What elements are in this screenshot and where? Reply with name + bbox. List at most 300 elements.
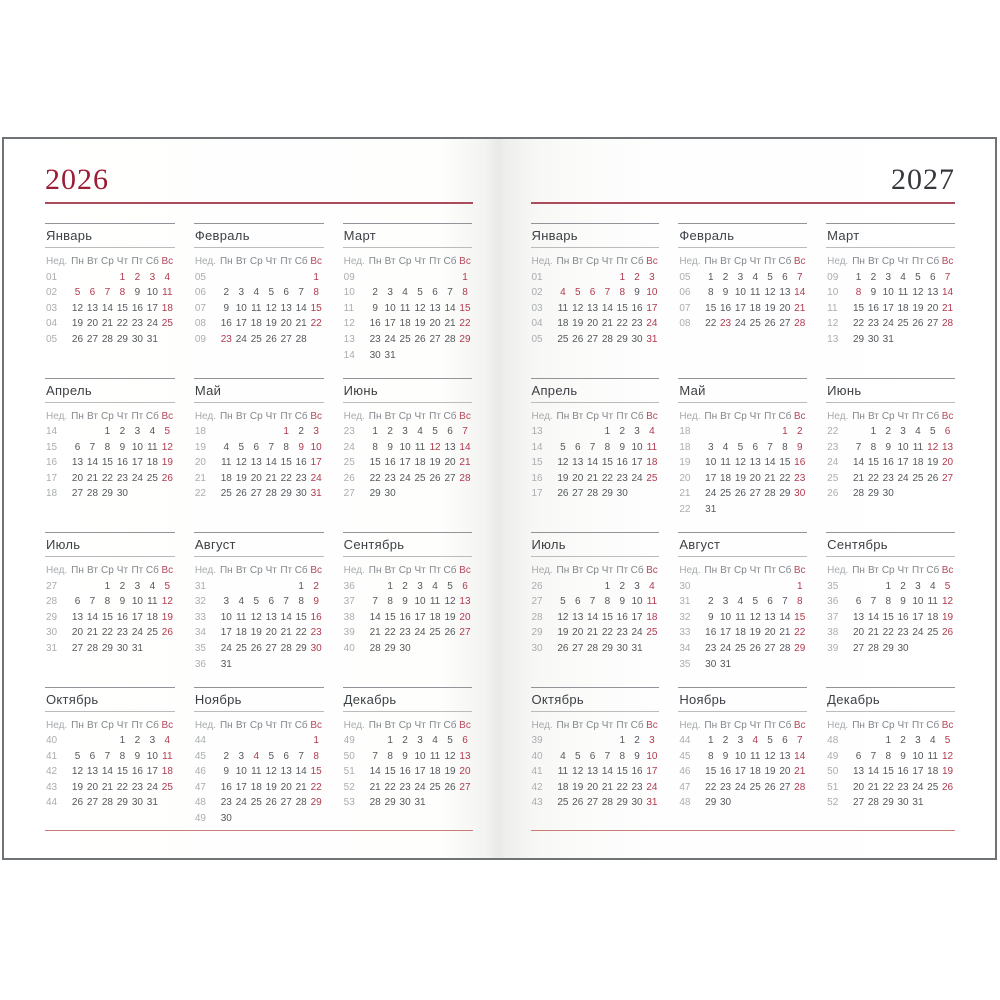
date-cell — [428, 795, 443, 811]
date-cell: 15 — [779, 457, 791, 469]
week-number: 14 — [46, 426, 58, 438]
date-cell: 3 — [634, 580, 640, 592]
week-number: 38 — [827, 627, 839, 639]
month-calendar — [45, 223, 175, 348]
date-cell: 17 — [705, 472, 717, 484]
date-cell: 4 — [164, 271, 171, 283]
week-number: 22 — [194, 488, 206, 500]
date-cell: 27 — [587, 797, 599, 809]
weekday-header-sunday: Вс — [459, 719, 471, 731]
month-title: Июнь — [826, 378, 955, 403]
date-cell: 21 — [853, 472, 865, 484]
date-cell — [570, 270, 585, 286]
date-cell: 27 — [764, 642, 776, 654]
week-column-header: Нед. — [343, 410, 365, 422]
year-header-right — [531, 163, 956, 199]
date-cell — [145, 641, 160, 657]
weekday-header: Пт — [280, 565, 293, 576]
date-cell — [413, 348, 428, 364]
date-cell: 22 — [310, 781, 322, 793]
date-cell: 2 — [119, 580, 126, 592]
date-cell: 16 — [705, 627, 717, 639]
month-title: Август — [194, 532, 324, 557]
week-column-header: Нед. — [343, 719, 365, 731]
date-cell: 6 — [782, 271, 788, 283]
week-number: 49 — [827, 750, 839, 762]
weekday-header: Чт — [601, 565, 614, 576]
date-cell: 20 — [444, 457, 456, 469]
date-cell: 5 — [253, 596, 260, 608]
weekday-header-sunday: Вс — [793, 256, 806, 267]
date-cell: 4 — [402, 287, 408, 299]
weekday-header: Ср — [398, 565, 412, 576]
date-cell: 3 — [402, 426, 408, 438]
weekday-header: Пт — [912, 410, 924, 422]
date-cell: 8 — [119, 287, 126, 299]
weekday-header: Пн — [704, 719, 718, 731]
date-cell — [777, 579, 792, 595]
date-cell: 15 — [601, 457, 613, 469]
week-number: 25 — [827, 472, 839, 484]
date-cell: 10 — [146, 287, 158, 299]
date-cell: 18 — [161, 766, 173, 778]
date-cell: 6 — [574, 441, 581, 453]
date-cell: 2 — [223, 287, 230, 299]
date-cell: 19 — [941, 766, 954, 778]
month-calendar — [531, 378, 660, 503]
date-cell: 12 — [734, 457, 746, 469]
date-cell: 29 — [101, 488, 113, 500]
date-cell: 11 — [399, 302, 411, 314]
weekday-header: Вт — [720, 256, 732, 267]
date-cell: 5 — [752, 596, 759, 608]
week-number: 25 — [343, 457, 355, 469]
date-cell: 1 — [119, 735, 126, 747]
date-cell — [585, 579, 600, 595]
date-cell: 23 — [116, 472, 128, 484]
date-cell — [219, 424, 234, 440]
month-title: Февраль — [194, 223, 324, 248]
date-cell: 22 — [369, 472, 381, 484]
date-cell — [748, 579, 763, 595]
date-cell: 5 — [417, 287, 423, 299]
date-cell: 29 — [310, 797, 322, 809]
date-cell: 9 — [119, 596, 126, 608]
date-cell: 31 — [646, 797, 658, 809]
weekday-header: Пн — [368, 565, 382, 576]
week-number: 44 — [46, 797, 58, 809]
date-cell: 15 — [882, 766, 894, 778]
date-cell: 6 — [432, 287, 438, 299]
date-cell: 9 — [634, 287, 640, 299]
date-cell: 31 — [720, 658, 732, 670]
weekday-header: Пт — [912, 565, 924, 576]
month-title: Январь — [45, 223, 175, 248]
date-cell — [234, 424, 249, 440]
date-cell: 13 — [927, 287, 939, 299]
date-cell — [130, 486, 145, 502]
date-cell: 24 — [705, 488, 717, 500]
date-cell: 20 — [749, 472, 761, 484]
date-cell — [600, 270, 615, 286]
month-title: Июль — [531, 532, 660, 557]
date-cell: 20 — [587, 318, 599, 330]
weekday-header-sunday: Вс — [310, 565, 322, 576]
date-cell: 7 — [589, 596, 596, 608]
date-cell: 3 — [649, 735, 655, 747]
date-cell: 24 — [734, 781, 746, 793]
week-number: 18 — [46, 488, 58, 500]
month-grid — [678, 718, 807, 812]
date-cell: 12 — [414, 302, 426, 314]
date-cell — [556, 270, 571, 286]
week-number: 30 — [46, 627, 58, 639]
weekday-header: Пн — [71, 565, 84, 576]
month-calendar — [343, 378, 473, 503]
date-cell: 27 — [853, 797, 865, 809]
date-cell: 24 — [146, 318, 158, 330]
weekday-header: Чт — [601, 256, 614, 267]
date-cell: 24 — [414, 627, 426, 639]
week-number: 35 — [194, 642, 206, 654]
date-cell: 28 — [265, 488, 277, 500]
date-cell — [556, 733, 571, 749]
date-cell: 3 — [134, 580, 141, 592]
date-cell — [458, 486, 473, 502]
month-title: Июль — [45, 532, 175, 557]
week-number: 05 — [194, 271, 206, 283]
week-number: 27 — [343, 488, 355, 500]
date-cell: 26 — [749, 642, 761, 654]
date-cell — [748, 657, 763, 673]
date-cell: 23 — [131, 318, 143, 330]
weekday-header: Ср — [101, 256, 114, 267]
date-cell: 17 — [310, 457, 322, 469]
date-cell: 30 — [310, 642, 322, 654]
date-cell: 5 — [447, 735, 453, 747]
date-cell — [383, 270, 398, 286]
weekday-header: Пн — [219, 410, 233, 422]
date-cell: 30 — [867, 333, 879, 345]
date-cell — [748, 502, 763, 518]
date-cell: 29 — [601, 642, 613, 654]
date-cell: 7 — [447, 287, 453, 299]
date-cell: 20 — [86, 781, 99, 793]
weekday-header: Ср — [881, 565, 895, 576]
date-cell: 12 — [444, 596, 456, 608]
date-cell: 9 — [796, 441, 803, 453]
date-cell — [570, 424, 585, 440]
week-number: 40 — [46, 735, 58, 747]
weekday-header: Вт — [86, 256, 98, 267]
date-cell — [718, 424, 733, 440]
month-title: Февраль — [678, 223, 807, 248]
date-cell: 19 — [250, 627, 262, 639]
month-title: Сентябрь — [826, 532, 955, 557]
weekday-header: Ср — [398, 256, 412, 267]
date-cell: 23 — [131, 781, 143, 793]
date-cell: 1 — [387, 735, 393, 747]
date-cell: 21 — [459, 457, 471, 469]
date-cell: 29 — [280, 488, 292, 500]
date-cell: 11 — [927, 750, 938, 762]
week-number: 22 — [827, 426, 839, 438]
weekday-header: Вт — [86, 410, 98, 422]
date-cell: 8 — [855, 287, 862, 299]
date-cell: 27 — [71, 488, 84, 500]
date-cell: 13 — [280, 766, 292, 778]
date-cell: 28 — [941, 318, 954, 330]
date-cell: 18 — [146, 611, 158, 623]
weekday-header: Пт — [764, 565, 776, 576]
date-cell: 19 — [572, 318, 584, 330]
date-cell: 5 — [574, 287, 581, 299]
date-cell — [100, 270, 115, 286]
date-cell — [940, 641, 955, 657]
month-calendar — [826, 687, 955, 812]
date-cell: 24 — [734, 318, 746, 330]
date-cell: 31 — [631, 642, 643, 654]
date-cell: 5 — [432, 426, 438, 438]
date-cell: 22 — [116, 318, 128, 330]
months-grid-2026 — [45, 223, 473, 841]
date-cell: 10 — [720, 611, 732, 623]
date-cell: 11 — [750, 287, 761, 299]
date-cell: 21 — [295, 781, 307, 793]
week-number: 33 — [679, 627, 691, 639]
date-cell: 31 — [882, 333, 894, 345]
date-cell — [570, 733, 585, 749]
date-cell: 15 — [295, 611, 307, 623]
week-number: 12 — [343, 318, 355, 330]
date-cell: 23 — [220, 333, 232, 345]
weekday-header: Пт — [131, 256, 144, 267]
year-header-left — [45, 163, 473, 199]
date-cell: 9 — [313, 596, 319, 608]
date-cell: 13 — [86, 766, 99, 778]
date-cell: 6 — [752, 441, 759, 453]
date-cell: 25 — [235, 642, 247, 654]
date-cell — [733, 424, 748, 440]
date-cell — [234, 579, 249, 595]
weekday-header: Сб — [630, 256, 644, 267]
date-cell: 30 — [897, 797, 909, 809]
date-cell: 11 — [251, 302, 262, 314]
weekday-header: Пт — [764, 719, 776, 731]
date-cell — [910, 486, 925, 502]
weekday-header-sunday: Вс — [459, 256, 471, 267]
weekday-header: Ср — [586, 719, 599, 731]
month-title: Май — [678, 378, 807, 403]
date-cell: 19 — [429, 457, 441, 469]
date-cell: 15 — [116, 302, 128, 314]
date-cell: 4 — [752, 271, 759, 283]
date-cell: 8 — [796, 596, 803, 608]
weekday-header: Пн — [368, 410, 382, 422]
date-cell: 16 — [399, 766, 411, 778]
date-cell: 4 — [238, 596, 245, 608]
week-number: 43 — [46, 781, 58, 793]
weekday-header: Вт — [867, 719, 879, 731]
month-calendar — [194, 532, 324, 672]
date-cell: 27 — [749, 488, 761, 500]
date-cell: 23 — [616, 627, 628, 639]
week-column-header: Нед. — [46, 256, 68, 267]
weekday-header: Пт — [912, 719, 924, 731]
date-cell: 10 — [646, 750, 658, 762]
date-cell: 18 — [429, 611, 441, 623]
date-cell: 18 — [912, 457, 924, 469]
date-cell: 25 — [646, 627, 658, 639]
date-cell: 13 — [444, 441, 456, 453]
month-grid — [194, 563, 324, 672]
date-cell: 2 — [900, 580, 906, 592]
week-number: 18 — [679, 426, 691, 438]
date-cell: 10 — [384, 302, 396, 314]
date-cell — [763, 795, 778, 811]
date-cell: 16 — [310, 611, 322, 623]
date-cell: 30 — [369, 349, 381, 361]
date-cell — [234, 811, 249, 827]
weekday-header: Ср — [734, 410, 747, 422]
page-2026 — [4, 139, 500, 858]
date-cell: 25 — [399, 333, 411, 345]
date-cell: 14 — [280, 611, 292, 623]
month-grid — [343, 409, 473, 503]
date-cell: 29 — [116, 797, 128, 809]
date-cell: 8 — [707, 287, 714, 299]
weekday-header-sunday: Вс — [310, 410, 322, 422]
date-cell: 11 — [429, 750, 441, 762]
date-cell — [249, 424, 264, 440]
date-cell: 1 — [782, 426, 788, 438]
date-cell: 5 — [74, 750, 81, 762]
week-number: 06 — [679, 287, 691, 299]
weekday-header: Чт — [116, 719, 129, 731]
date-cell: 2 — [134, 735, 141, 747]
month-grid — [826, 718, 955, 812]
date-cell: 26 — [941, 781, 954, 793]
date-cell: 1 — [885, 580, 891, 592]
week-number: 36 — [827, 596, 839, 608]
week-number: 05 — [679, 271, 691, 283]
date-cell: 20 — [86, 318, 99, 330]
date-cell: 24 — [646, 318, 658, 330]
date-cell — [851, 579, 866, 595]
week-number: 21 — [679, 488, 691, 500]
date-cell — [777, 795, 792, 811]
week-column-header: Нед. — [531, 410, 553, 422]
date-cell: 27 — [927, 318, 939, 330]
weekday-header: Пт — [764, 256, 776, 267]
date-cell: 21 — [587, 627, 599, 639]
weekday-header: Сб — [778, 410, 792, 422]
date-cell: 3 — [707, 441, 714, 453]
week-column-header: Нед. — [194, 256, 217, 267]
date-cell: 13 — [587, 766, 599, 778]
date-cell: 26 — [250, 642, 262, 654]
month-calendar — [531, 532, 660, 657]
date-cell: 5 — [944, 735, 951, 747]
date-cell: 22 — [779, 472, 791, 484]
date-cell — [777, 657, 792, 673]
date-cell: 26 — [734, 488, 746, 500]
weekday-header: Вт — [572, 565, 584, 576]
weekday-header: Чт — [414, 719, 426, 731]
weekday-header: Сб — [145, 565, 159, 576]
date-cell: 18 — [429, 766, 441, 778]
date-cell: 10 — [912, 596, 924, 608]
week-number: 35 — [679, 658, 691, 670]
date-cell — [279, 733, 294, 749]
date-cell: 18 — [146, 457, 158, 469]
date-cell: 30 — [131, 333, 143, 345]
date-cell: 11 — [557, 302, 569, 314]
date-cell: 10 — [414, 750, 426, 762]
date-cell: 19 — [265, 781, 277, 793]
date-cell: 23 — [399, 781, 411, 793]
date-cell: 22 — [794, 627, 806, 639]
date-cell: 28 — [101, 797, 113, 809]
date-cell — [925, 795, 940, 811]
weekday-header: Пн — [852, 565, 865, 576]
date-cell — [294, 657, 309, 673]
date-cell: 5 — [737, 441, 744, 453]
date-cell: 25 — [146, 627, 158, 639]
year-underline-left — [45, 202, 473, 204]
date-cell: 16 — [882, 457, 894, 469]
date-cell — [703, 424, 718, 440]
date-cell: 9 — [722, 750, 729, 762]
weekday-header: Пн — [556, 719, 570, 731]
date-cell: 15 — [369, 457, 381, 469]
date-cell: 6 — [855, 750, 862, 762]
date-cell: 14 — [86, 611, 99, 623]
date-cell: 14 — [587, 611, 599, 623]
weekday-header: Сб — [926, 719, 940, 731]
date-cell: 27 — [459, 627, 471, 639]
date-cell: 10 — [220, 611, 232, 623]
date-cell: 27 — [779, 318, 791, 330]
date-cell: 31 — [414, 797, 426, 809]
year-title-2027: 2027 — [891, 163, 955, 196]
date-cell: 30 — [116, 488, 128, 500]
date-cell: 15 — [116, 766, 128, 778]
date-cell: 23 — [631, 781, 643, 793]
date-cell: 28 — [867, 797, 879, 809]
week-number: 32 — [194, 596, 206, 608]
date-cell: 10 — [912, 750, 924, 762]
week-number: 23 — [827, 441, 839, 453]
date-cell: 15 — [310, 766, 322, 778]
date-cell — [763, 657, 778, 673]
date-cell: 22 — [101, 472, 113, 484]
date-cell: 7 — [298, 750, 304, 762]
date-cell: 25 — [720, 488, 732, 500]
weekday-header: Чт — [265, 719, 277, 731]
date-cell: 1 — [707, 735, 714, 747]
date-cell: 21 — [444, 318, 456, 330]
date-cell: 19 — [572, 781, 584, 793]
date-cell: 18 — [557, 318, 569, 330]
date-cell: 16 — [720, 766, 732, 778]
date-cell: 1 — [119, 271, 126, 283]
date-cell: 8 — [104, 596, 111, 608]
date-cell: 5 — [560, 441, 566, 453]
date-cell: 8 — [782, 441, 788, 453]
date-cell: 18 — [720, 472, 732, 484]
week-number: 28 — [46, 596, 58, 608]
